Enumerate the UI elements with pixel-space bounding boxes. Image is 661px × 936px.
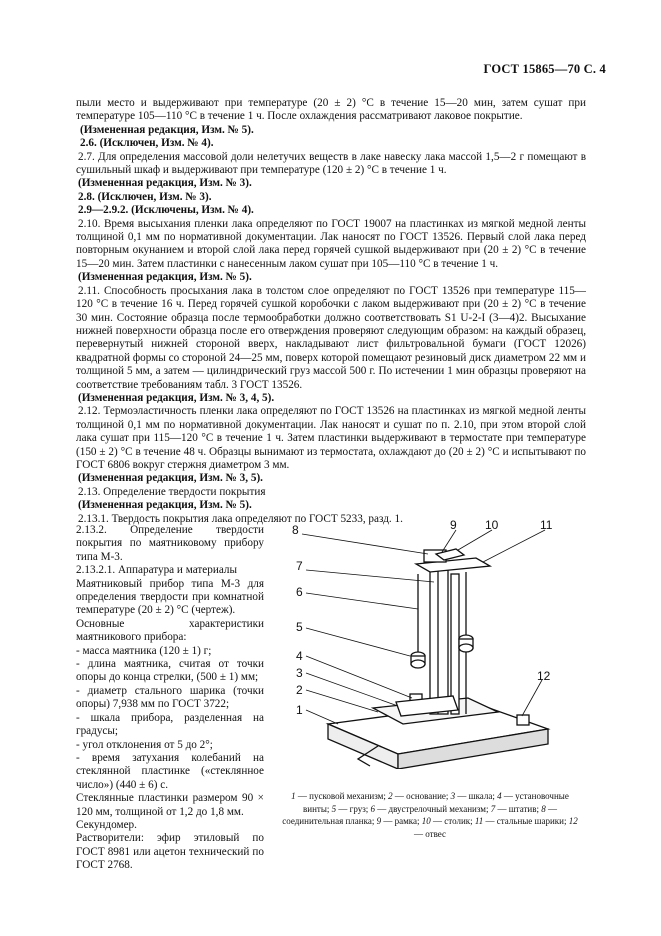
figure-label-5: 5 [296,620,303,634]
legend-item: 1 — пусковой механизм; [291,791,386,801]
left-column-text [76,524,264,873]
figure-label-6: 6 [296,585,303,599]
figure-label-7: 7 [296,559,303,573]
clause-2-8: 2.8. (Исключен, Изм. № 3). [78,190,212,203]
legend-item: 12 — отвес [414,816,578,839]
clause-2-7: 2.7. Для определения массовой доли нелетучих веществ в лаке навеску лака массой 1,5—2 г помещают в сушильный шкаф и выдерживают при температуре (120 ± 2) °С в течение 1 ч. [76,150,586,177]
legend-item: 5 — груз; [331,803,369,814]
figure-label-9: 9 [450,518,457,532]
figure-label-3: 3 [296,666,303,680]
list-item: - шкала прибора, разделенная на градусы; [76,711,264,738]
figure-label-8: 8 [292,523,299,537]
legend-item: 2 — основание; [388,791,449,801]
legend-item: 4 — установочные винты; [303,791,569,814]
list-item: Растворители: эфир этиловый по ГОСТ 8981 или ацетон технический по ГОСТ 2768. [76,832,264,872]
figure-label-4: 4 [296,649,303,663]
clause-2-10: 2.10. Время высыхания пленки лака определяют по ГОСТ 19007 на пластинках из мягкой медной ленты толщиной 0,1 мм по нормативной документации. Лак наносят по ГОСТ 13526. Первый слой лака перед повторным окунанием и второй слой лака перед горячей сушкой выдерживают при (20 ± 2) °С в течение 15—20 мин. Затем пластинки с нанесенным лаком сушат при 105—110 °С в течение 1 ч. [76,217,586,270]
legend-item: 8 — соединительная планка; [282,803,557,826]
figure-label-11: 11 [540,518,553,532]
list-item: - время затухания колебаний на стеклянной пластинке («стеклянное число») (440 ± 6) с. [76,751,264,791]
list-item: Основные характеристики маятникового прибора: [76,617,264,644]
clause-2-9: 2.9—2.9.2. (Исключены, Изм. № 4). [78,204,254,217]
clause-2-13-2-1: 2.13.2.1. Аппаратура и материалы [76,564,237,577]
list-item: - диаметр стального шарика (точки опоры) 7,938 мм по ГОСТ 3722; [76,684,264,711]
document-body [76,97,586,526]
amendment-note: (Измененная редакция, Изм. № 5). [80,123,254,136]
pendulum-device-drawing [278,514,578,769]
page-header: ГОСТ 15865—70 С. 4 [483,62,606,76]
figure-label-10: 10 [485,518,499,532]
legend-item: 11 — стальные шарики; [474,816,567,826]
legend-item: 9 — рамка; [376,816,420,826]
figure-label-12: 12 [537,669,551,683]
list-item: - угол отклонения от 5 до 2°; [76,738,213,751]
list-item: - длина маятника, считая от точки опоры до конца стрелки, (500 ± 1) мм; [76,658,264,684]
paragraph: пыли место и выдерживают при температуре (20 ± 2) °С в течение 15—20 мин, затем сушат при температуре 105—110 °С в течение 1 ч. После охлаждения рассматривают лаковое покрытие. [76,97,586,123]
amendment-note: (Измененная редакция, Изм. № 3, 4, 5). [78,391,275,404]
amendment-note: (Измененная редакция, Изм. № 5). [78,271,252,284]
list-item: Стеклянные пластинки размером 90 × 120 мм, толщиной от 1,2 до 1,8 мм. [76,792,264,818]
figure-label-1: 1 [296,703,303,717]
legend-item: 6 — двустрелочный механизм; [370,803,489,814]
clause-2-11: 2.11. Способность просыхания лака в толстом слое определяют по ГОСТ 13526 при температуре 115—120 °С в течение 16 ч. Перед горячей сушкой коробочки с лаком выдерживают при (20 ± 2) °С в течение 30 мин. Состояние образца после термообработки должно соответствовать S1 U-2-I (3—4)2. Высыхание нижней поверхности образца после его отверждения проверяют следующим образом: на каждый образец, перевернутый нижней стороной вверх, накладывают лист фильтровальной бумаги (ГОСТ 12026) квадратной формы со стороной 24—25 мм, поверх которой помещают резиновый диск диаметром 22 мм и толщиной 5 мм, а затем — цилиндрический груз массой 500 г. По истечении 1 мин образцы проверяют на соответствие требованиям табл. 3 ГОСТ 13526. [76,284,586,391]
list-item: Маятниковый прибор типа М-3 для определения твердости при комнатной температуре (20 ± 2) °С (чертеж). [76,577,264,617]
clause-2-13-1: 2.13.1. Твердость покрытия лака определяют по ГОСТ 5233, разд. 1. [78,512,403,525]
clause-2-13: 2.13. Определение твердости покрытия [78,485,266,498]
figure-legend [280,790,580,840]
clause-2-12: 2.12. Термоэластичность пленки лака определяют по ГОСТ 13526 на пластинках из мягкой медной ленты толщиной 0,1 мм по нормативной документации. Лак наносят и сушат по п. 2.10, при этом второй слой лака сушат при 115—120 °С в течение 1 ч. Затем пластинки выдерживают в термостате при температуре (150 ± 2) °С в течение 48 ч. Образцы вынимают из термостата, охлаждают до (20 ± 2) °С и испытывают по ГОСТ 6806 вокруг стержня диаметром 3 мм. [76,405,586,471]
clause-2-6: 2.6. (Исключен, Изм. № 4). [80,137,214,150]
list-item: - масса маятника (120 ± 1) г; [76,644,212,657]
list-item: Секундомер. [76,818,137,831]
amendment-note: (Измененная редакция, Изм. № 3, 5). [78,472,263,485]
figure-label-2: 2 [296,683,303,697]
clause-2-13-2: 2.13.2. Определение твердости покрытия по маятниковому прибору типа М-3. [76,524,264,563]
legend-item: 7 — штатив; [490,803,539,814]
legend-item: 10 — столик; [421,816,473,826]
amendment-note: (Измененная редакция, Изм. № 5). [78,499,252,512]
legend-item: 3 — шкала; [450,791,495,801]
amendment-note: (Измененная редакция, Изм. № 3). [78,177,252,190]
